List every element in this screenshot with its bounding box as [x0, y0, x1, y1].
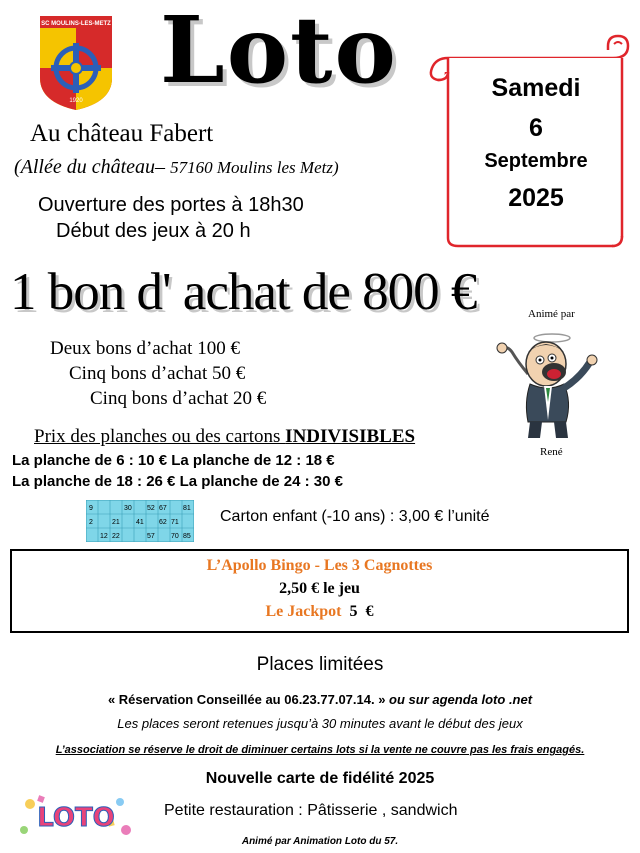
bingo-number: 2	[89, 519, 93, 526]
reservation-phone: « Réservation Conseillée au 06.23.77.07.14. »	[107, 692, 390, 707]
loto-logo-text: LOTO	[37, 803, 115, 833]
jackpot-price: 5 €	[341, 603, 374, 620]
loyalty-card: Nouvelle carte de fidélité 2025	[205, 770, 435, 787]
page-title: Loto	[160, 0, 398, 104]
animation-credit: Animé par Animation Loto du 57.	[241, 836, 399, 847]
venue-address-rest: 57160 Moulins les Metz)	[170, 158, 339, 177]
bingo-number: 41	[136, 519, 144, 526]
places-retained-note: Les places seront retenues jusqu’à 30 minutes avant le début des jeux	[117, 716, 523, 731]
bingo-number: 12	[100, 533, 108, 540]
bingo-number: 9	[89, 505, 93, 512]
disclaimer: L’association se réserve le droit de diminuer certains lots si la vente ne couvre pas les frais engagés.	[55, 744, 585, 756]
bingo-number: 85	[183, 533, 191, 540]
bingo-number: 67	[159, 505, 167, 512]
host-caricature-illustration	[494, 322, 604, 440]
doors-opening: Ouverture des portes à 18h30	[38, 194, 304, 216]
bingo-number: 52	[147, 505, 155, 512]
prize-item: Cinq bons d’achat 50 €	[69, 363, 246, 384]
date-day: Samedi	[491, 74, 581, 102]
plan-prices-row: La planche de 6 : 10 € La planche de 12 : 18 €	[12, 452, 335, 469]
bingo-number: 70	[171, 533, 179, 540]
cagnottes-box	[10, 549, 629, 633]
bingo-number: 22	[112, 533, 120, 540]
pricing-title-text: Prix des planches ou des cartons	[34, 426, 286, 447]
child-card-price: Carton enfant (-10 ans) : 3,00 € l’unité	[220, 508, 490, 525]
venue-address-open: (Allée du château–	[14, 156, 171, 178]
jackpot-label: Le Jackpot	[265, 603, 342, 620]
plan-prices-row: La planche de 18 : 26 € La planche de 24 : 30 €	[12, 473, 343, 490]
scroll-frame	[418, 32, 640, 254]
bingo-number: 81	[183, 505, 191, 512]
date-year: 2025	[508, 184, 564, 212]
pricing-title-bold: INDIVISIBLES	[285, 426, 416, 447]
bingo-number: 30	[124, 505, 132, 512]
date-month: Septembre	[484, 150, 588, 172]
loto-logo	[16, 790, 136, 842]
bingo-number: 62	[159, 519, 167, 526]
bingo-number: 21	[112, 519, 120, 526]
host-name: René	[540, 446, 563, 458]
pricing-title	[34, 426, 415, 448]
catering: Petite restauration : Pâtisserie , sandwich	[164, 802, 458, 819]
date-number: 6	[529, 114, 543, 142]
club-crest-logo	[40, 16, 112, 110]
bingo-number: 57	[147, 533, 155, 540]
reservation-alt: ou sur agenda loto .net	[389, 692, 533, 707]
bingo-card-image	[86, 500, 194, 542]
cagnottes-price: 2,50 € le jeu	[279, 580, 360, 597]
reservation-line	[0, 692, 640, 707]
crest-bottom-text: 1920	[69, 98, 83, 104]
prize-item: Cinq bons d’achat 20 €	[90, 388, 267, 409]
crest-top-text: SC MOULINS-LES-METZ	[41, 21, 111, 27]
bingo-number: 71	[171, 519, 179, 526]
host-label: Animé par	[528, 308, 575, 320]
prize-item: Deux bons d’achat 100 €	[50, 338, 240, 359]
main-prize: 1 bon d' achat de 800 €	[10, 263, 477, 321]
venue-name: Au château Fabert	[30, 120, 214, 147]
venue-address	[14, 156, 339, 179]
games-start: Début des jeux à 20 h	[56, 220, 251, 242]
cagnottes-title: L’Apollo Bingo - Les 3 Cagnottes	[206, 557, 433, 574]
jackpot-line	[12, 603, 627, 621]
places-limited: Places limitées	[256, 654, 384, 675]
date-scroll	[418, 32, 640, 254]
